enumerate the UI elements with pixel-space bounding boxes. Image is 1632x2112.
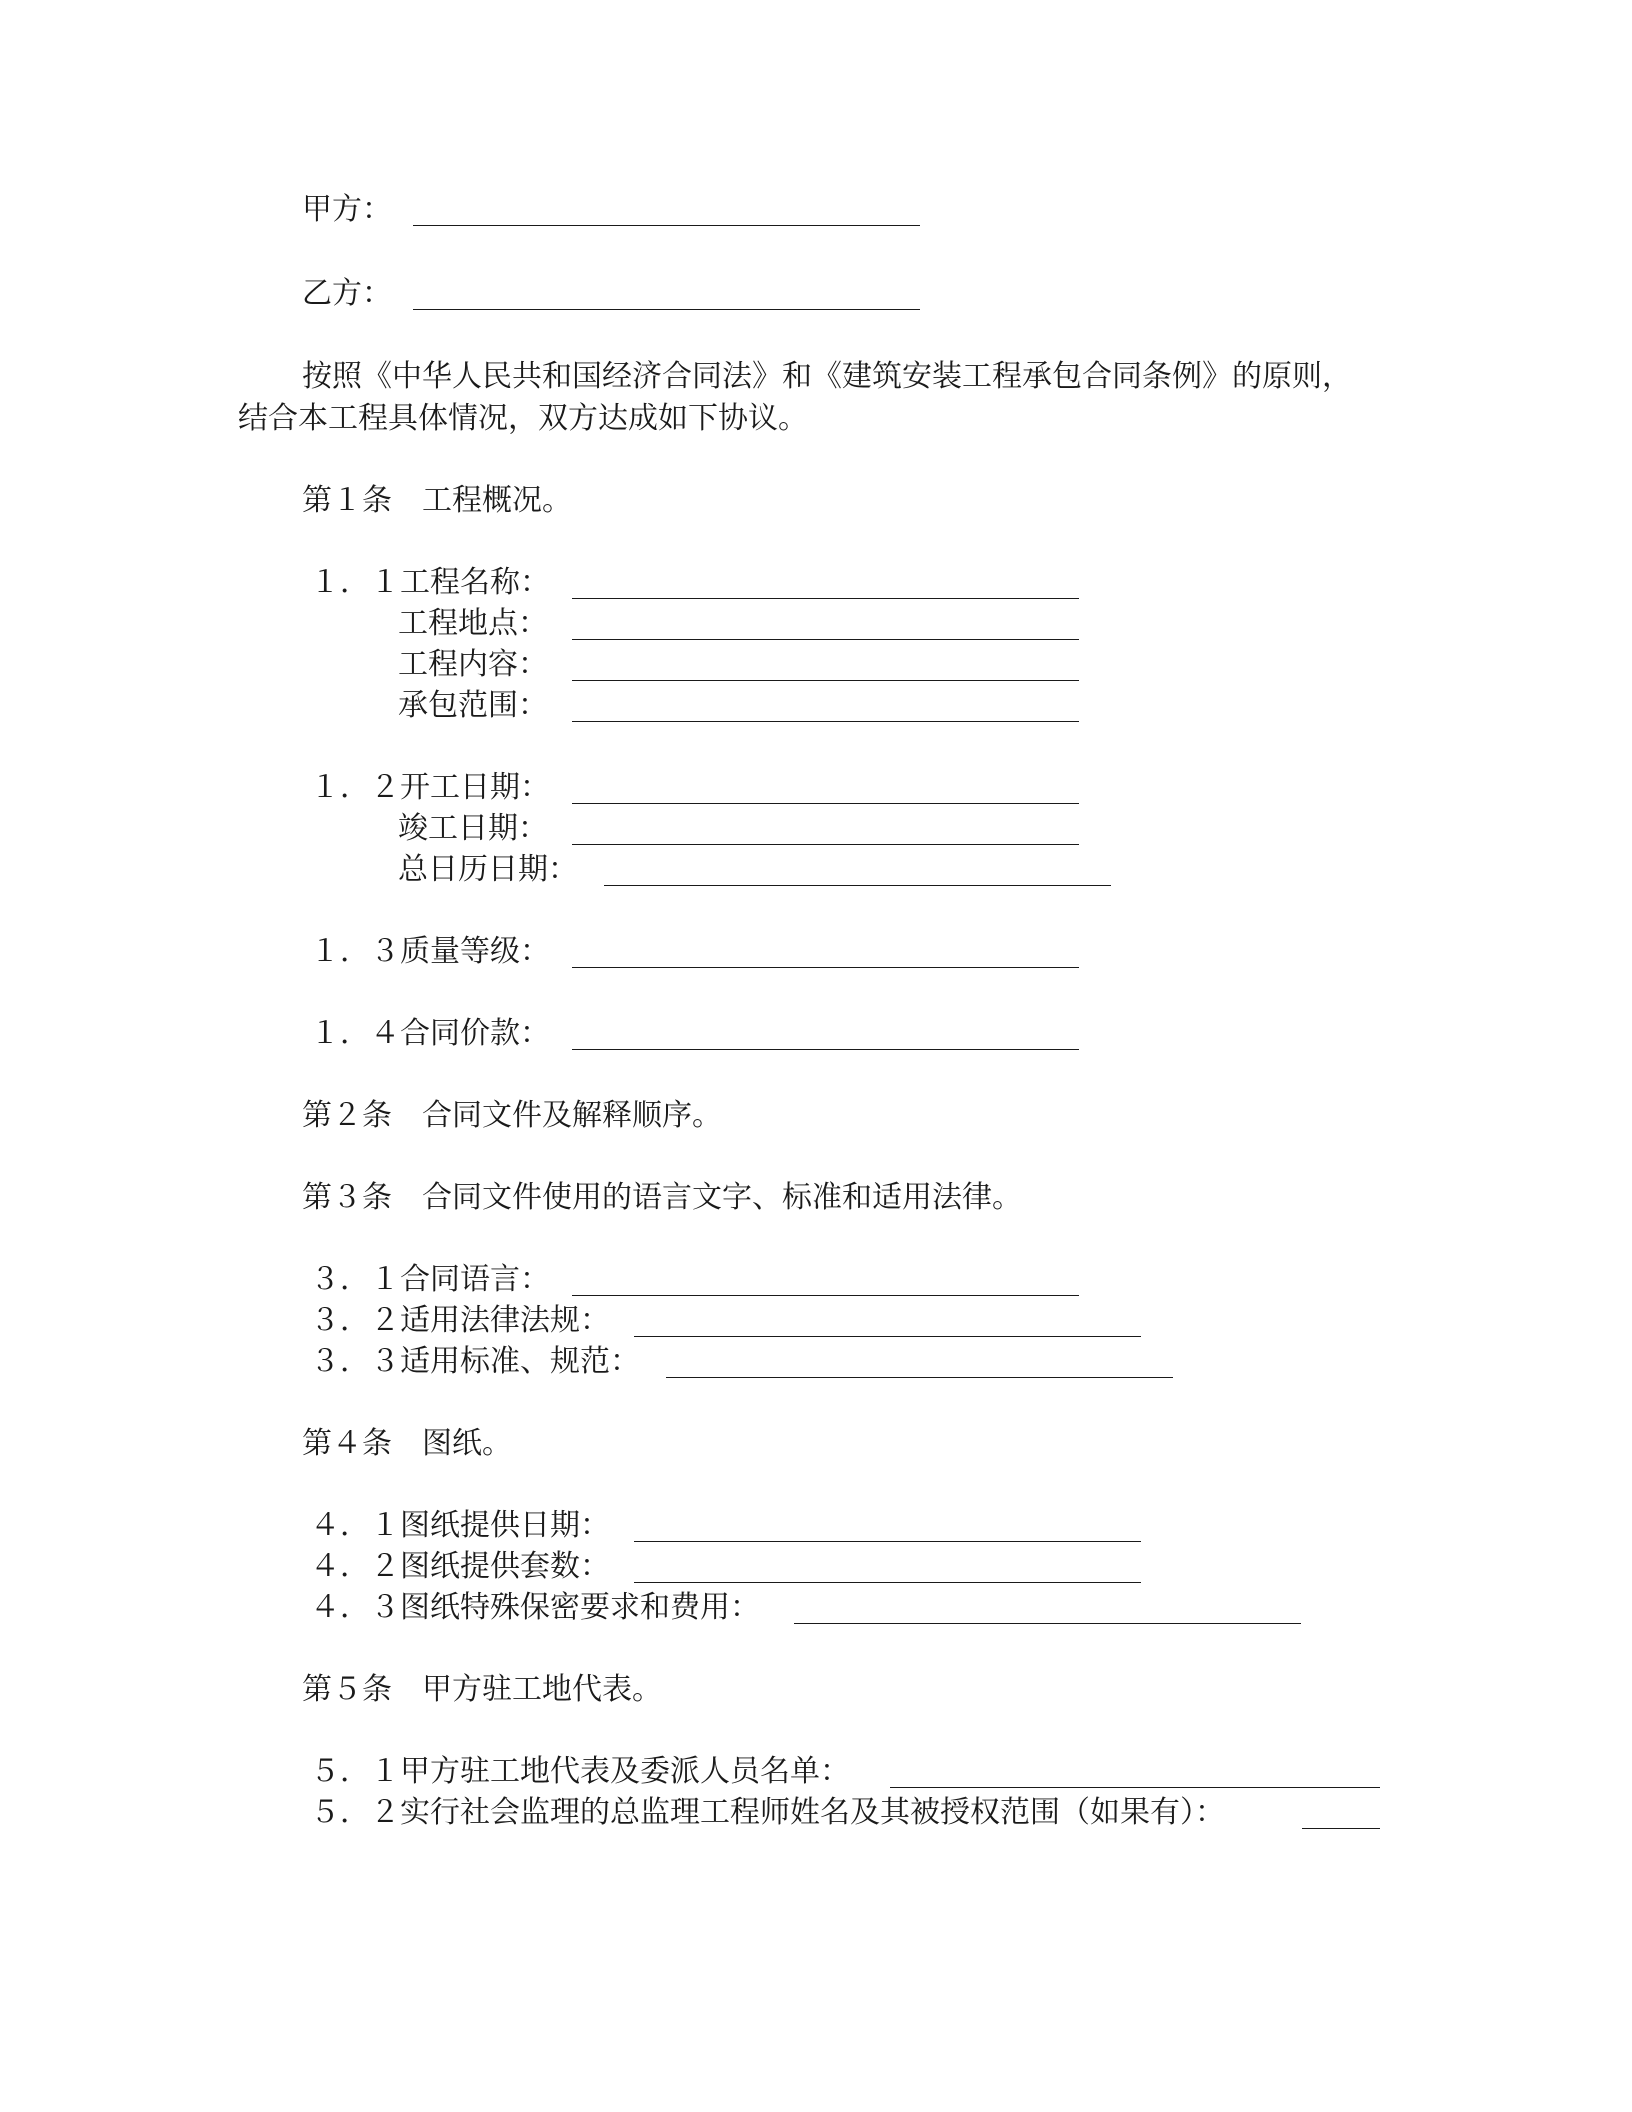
quality-grade-blank[interactable]	[572, 967, 1079, 968]
chief-supervisor-label: ５．２实行社会监理的总监理工程师姓名及其被授权范围（如果有）：	[310, 1795, 1225, 1830]
drawings-date-blank[interactable]	[634, 1541, 1141, 1542]
preamble-line-2: 结合本工程具体情况，双方达成如下协议。	[238, 401, 808, 436]
applicable-standards-label: ３．３适用标准、规范：	[310, 1344, 640, 1379]
drawings-sets-label: ４．２图纸提供套数：	[310, 1549, 610, 1584]
total-calendar-days-blank[interactable]	[604, 885, 1111, 886]
party-a-label: 甲方：	[302, 192, 392, 227]
project-name-blank[interactable]	[572, 598, 1079, 599]
article-4-title: 第４条 图纸。	[302, 1426, 512, 1461]
contract-price-label: １．４合同价款：	[310, 1016, 550, 1051]
completion-date-label: 竣工日期：	[398, 811, 548, 846]
project-content-label: 工程内容：	[398, 647, 548, 682]
representative-list-blank[interactable]	[890, 1787, 1380, 1788]
article-5-title: 第５条 甲方驻工地代表。	[302, 1672, 662, 1707]
party-a-blank[interactable]	[413, 225, 920, 226]
article-3-title: 第３条 合同文件使用的语言文字、标准和适用法律。	[302, 1180, 1022, 1215]
contract-scope-label: 承包范围：	[398, 688, 548, 723]
representative-list-label: ５．１甲方驻工地代表及委派人员名单：	[310, 1754, 850, 1789]
quality-grade-label: １．３质量等级：	[310, 934, 550, 969]
drawings-date-label: ４．１图纸提供日期：	[310, 1508, 610, 1543]
contract-language-label: ３．１合同语言：	[310, 1262, 550, 1297]
drawings-secrecy-label: ４．３图纸特殊保密要求和费用：	[310, 1590, 760, 1625]
contract-scope-blank[interactable]	[572, 721, 1079, 722]
project-location-label: 工程地点：	[398, 606, 548, 641]
start-date-blank[interactable]	[572, 803, 1079, 804]
chief-supervisor-blank[interactable]	[1302, 1828, 1380, 1829]
applicable-law-label: ３．２适用法律法规：	[310, 1303, 610, 1338]
applicable-standards-blank[interactable]	[666, 1377, 1173, 1378]
start-date-label: １．２开工日期：	[310, 770, 550, 805]
total-calendar-days-label: 总日历日期：	[398, 852, 578, 887]
preamble-line-1: 按照《中华人民共和国经济合同法》和《建筑安装工程承包合同条例》的原则，	[302, 359, 1352, 394]
project-content-blank[interactable]	[572, 680, 1079, 681]
article-1-title: 第１条 工程概况。	[302, 483, 572, 518]
drawings-secrecy-blank[interactable]	[794, 1623, 1301, 1624]
drawings-sets-blank[interactable]	[634, 1582, 1141, 1583]
party-b-blank[interactable]	[413, 309, 920, 310]
project-location-blank[interactable]	[572, 639, 1079, 640]
party-b-label: 乙方：	[302, 276, 392, 311]
contract-price-blank[interactable]	[572, 1049, 1079, 1050]
article-2-title: 第２条 合同文件及解释顺序。	[302, 1098, 722, 1133]
project-name-label: １．１工程名称：	[310, 565, 550, 600]
contract-language-blank[interactable]	[572, 1295, 1079, 1296]
applicable-law-blank[interactable]	[634, 1336, 1141, 1337]
completion-date-blank[interactable]	[572, 844, 1079, 845]
